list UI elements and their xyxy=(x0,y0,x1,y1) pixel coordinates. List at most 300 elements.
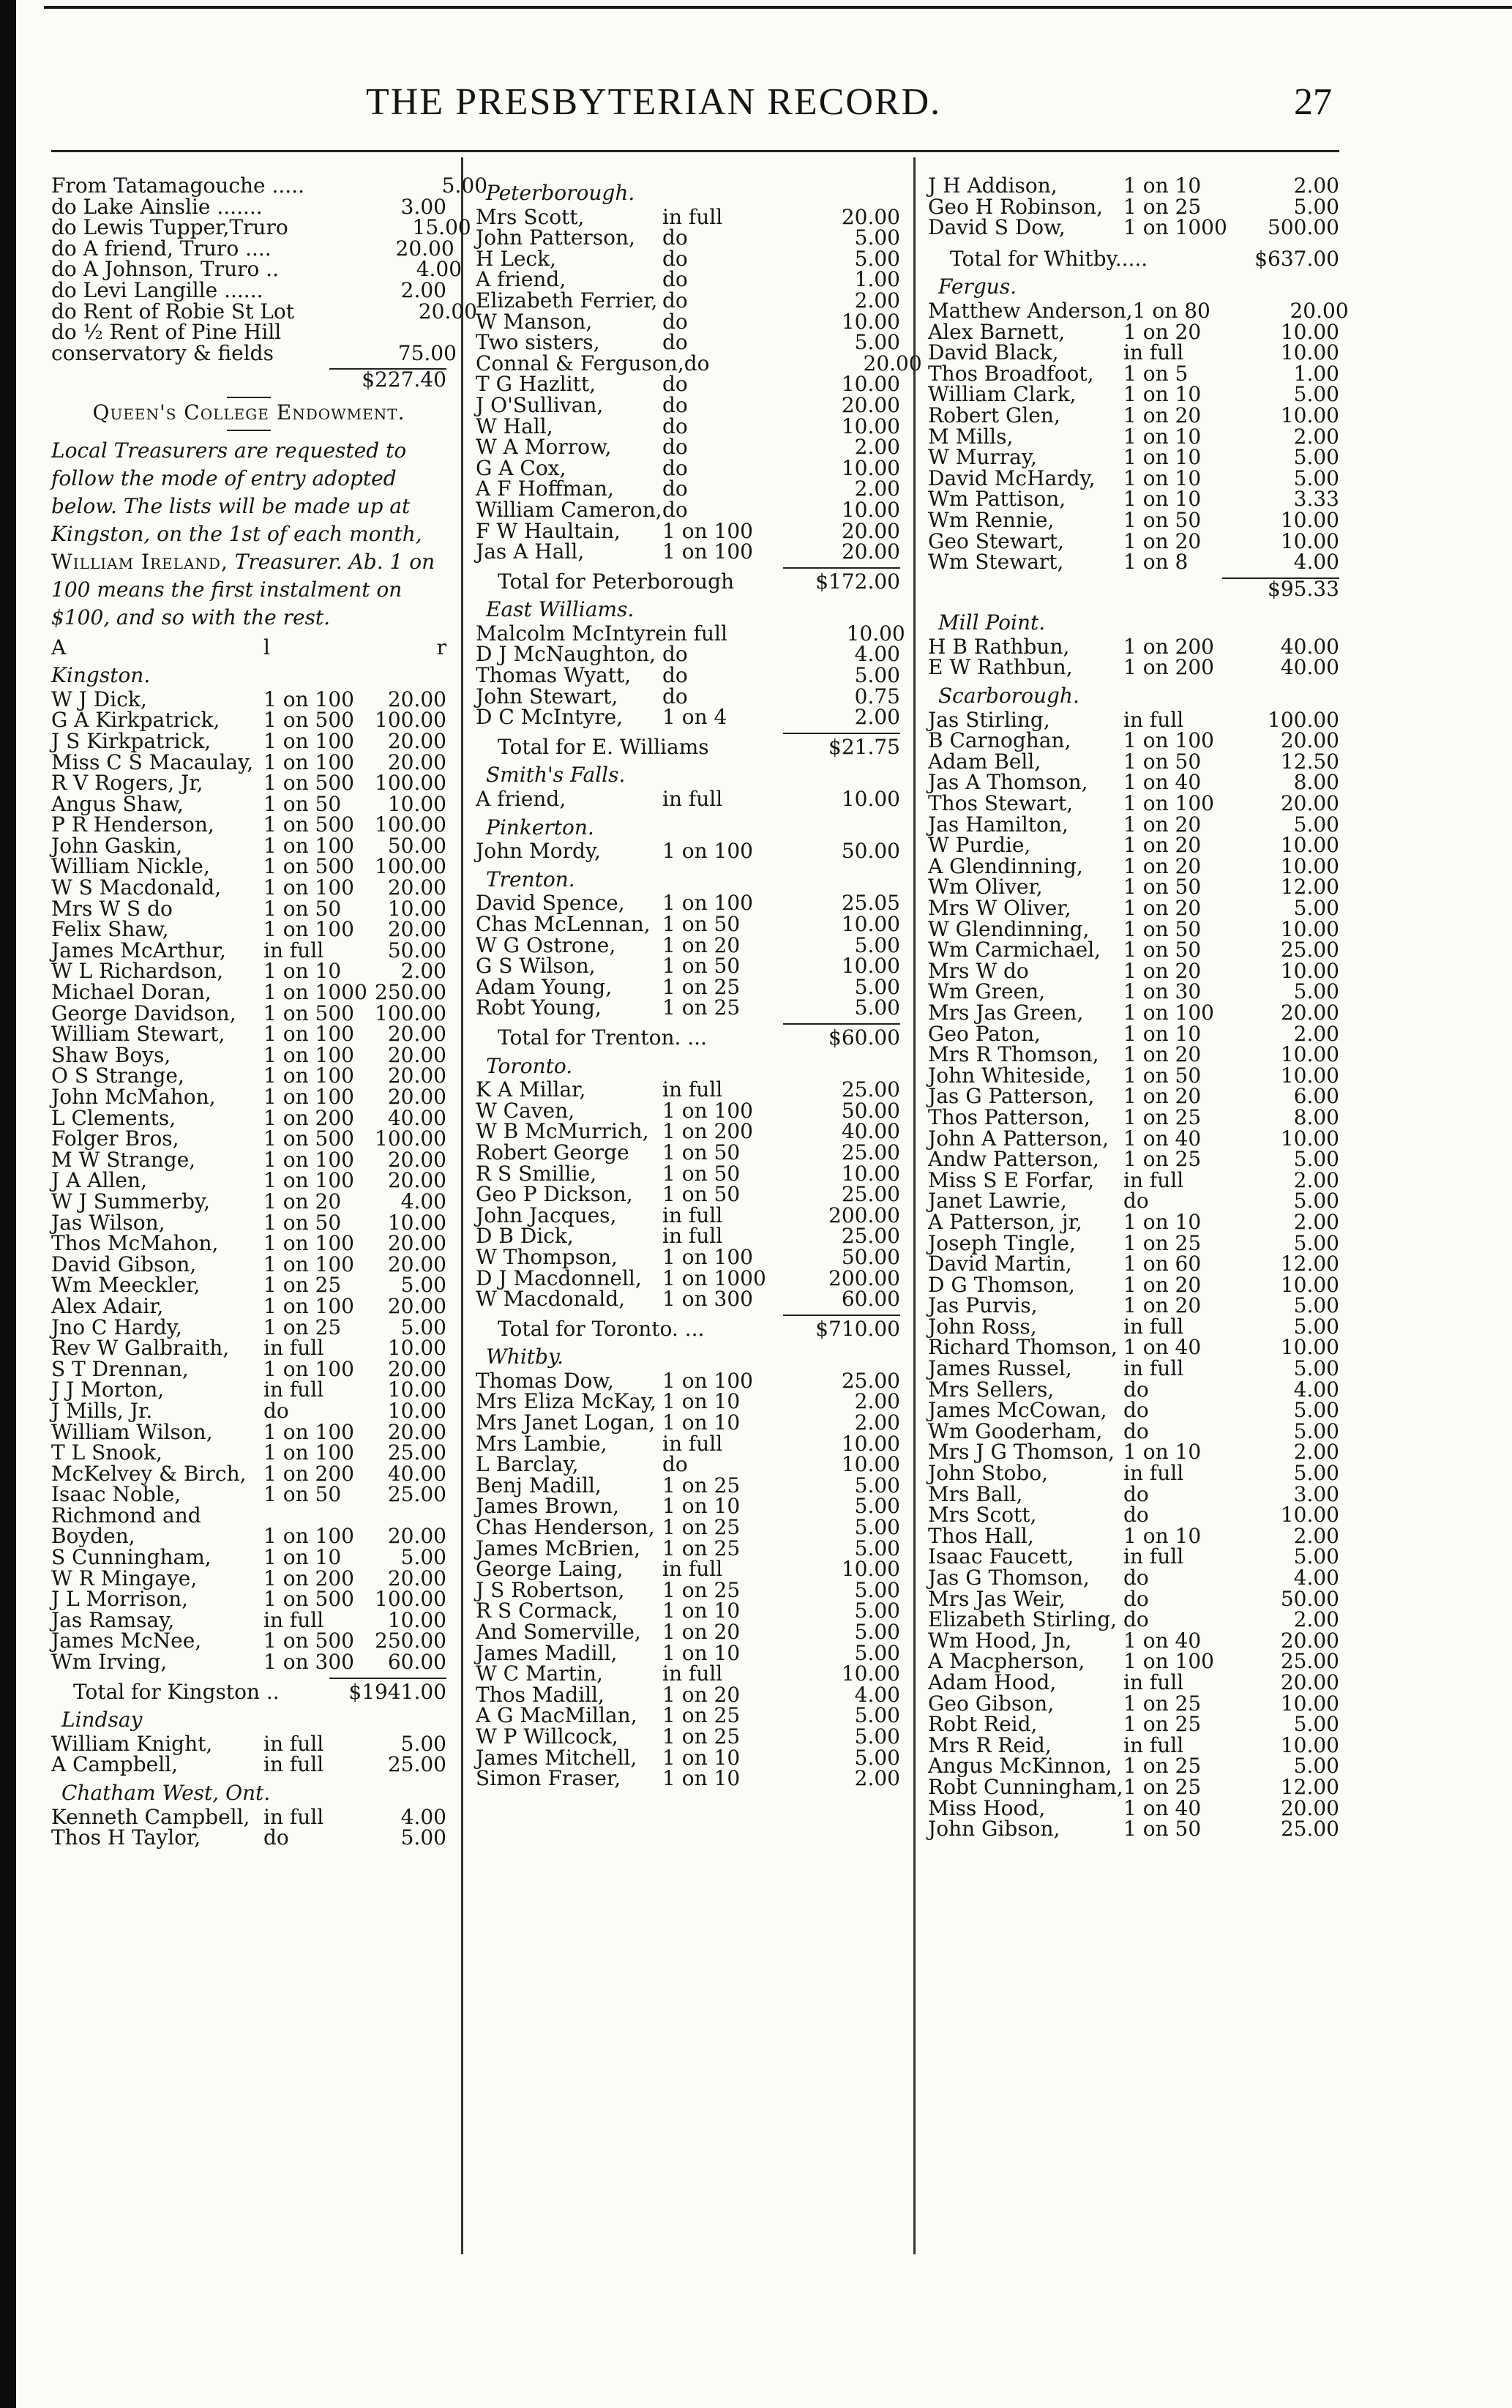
list-item xyxy=(928,1756,1339,1777)
list-item xyxy=(928,1442,1339,1463)
donor-name: Mrs J G Thomson, xyxy=(928,1440,1115,1465)
section-dash xyxy=(227,397,271,398)
peterborough-total: $172.00 xyxy=(815,569,900,594)
list-item xyxy=(928,1191,1339,1212)
list-item xyxy=(928,1691,1339,1716)
column-rule-2 xyxy=(913,157,916,2254)
instalment-terms: 1 on 100 xyxy=(263,1042,354,1067)
instalment-terms xyxy=(288,217,383,239)
donor-name: Mrs Sellers, xyxy=(928,1377,1055,1402)
donor-name: William Knight, xyxy=(51,1731,213,1756)
donor-name: W Purdie, xyxy=(928,833,1031,858)
amount: 5.00 xyxy=(854,1515,900,1540)
donor-name: W J Dick, xyxy=(51,687,147,711)
amount: 20.00 xyxy=(841,539,900,564)
instalment-terms xyxy=(274,343,369,364)
east-williams-total-label: Total for E. Williams xyxy=(498,734,709,759)
list-item xyxy=(476,392,900,417)
instalment-terms: 1 on 100 xyxy=(1123,1649,1214,1674)
amount: 5.00 xyxy=(854,1599,900,1623)
list-item xyxy=(51,1731,446,1756)
amount: 10.00 xyxy=(841,1161,900,1186)
list-item xyxy=(928,1314,1339,1339)
list-item xyxy=(51,1398,446,1423)
amount: 20.00 xyxy=(387,1252,446,1276)
list-item xyxy=(51,340,457,365)
instalment-terms: 1 on 80 xyxy=(1132,298,1210,323)
instalment-terms: 1 on 100 xyxy=(263,1022,354,1047)
list-item xyxy=(928,1104,1339,1129)
donor-name: G A Cox, xyxy=(476,455,566,480)
donor-name: Jas A Thomson, xyxy=(928,770,1088,795)
donor-name: Matthew Anderson, xyxy=(928,298,1133,323)
amount: 20.00 xyxy=(387,1566,446,1590)
east-williams-total: $21.75 xyxy=(828,734,900,759)
amount: 20.00 xyxy=(387,1524,446,1549)
list-item xyxy=(51,299,477,324)
list-item xyxy=(476,518,900,543)
donor-name: Felix Shaw, xyxy=(51,917,169,942)
list-item xyxy=(51,1440,446,1465)
list-item xyxy=(51,833,446,858)
instalment-terms: 1 on 100 xyxy=(263,833,354,858)
list-item xyxy=(51,1024,446,1045)
donor-name: W Manson, xyxy=(476,309,593,334)
list-item xyxy=(928,1358,1339,1380)
list-lindsay xyxy=(51,1731,446,1777)
instalment-terms: 1 on 50 xyxy=(1123,1063,1202,1088)
donor-name: Wm Carmichael, xyxy=(928,938,1101,962)
amount: 10.00 xyxy=(387,1336,446,1361)
instalment-terms: 1 on 20 xyxy=(1123,1084,1202,1109)
instalment-terms xyxy=(263,280,359,302)
instalment-terms: do xyxy=(1123,1586,1149,1611)
list-item xyxy=(476,416,900,438)
instalment-terms: in full xyxy=(1123,1732,1184,1757)
donor-name: A friend, xyxy=(476,267,566,292)
donor-name: Wm Irving, xyxy=(51,1650,168,1675)
donor-name: Adam Hood, xyxy=(928,1669,1057,1694)
instalment-terms: 1 on 25 xyxy=(1123,1147,1202,1172)
amount: 5.00 xyxy=(854,330,900,355)
list-item xyxy=(476,1682,900,1707)
instalment-terms: 1 on 100 xyxy=(263,1063,354,1088)
donor-name: W Caven, xyxy=(476,1098,575,1123)
section-title-fergus: Fergus. xyxy=(938,274,1017,299)
amount: 20.00 xyxy=(387,1356,446,1381)
donor-name: From Tatamagouche ..... xyxy=(51,173,305,198)
section-title-pinkerton: Pinkerton. xyxy=(486,815,594,840)
instalment-terms: 1 on 100 xyxy=(263,1419,354,1444)
amount: 20.00 xyxy=(387,1022,446,1047)
amount: 20.00 xyxy=(387,1147,446,1172)
amount: 4.00 xyxy=(416,257,463,282)
instalment-terms: 1 on 500 xyxy=(263,1126,354,1151)
instalment-terms: 1 on 50 xyxy=(1123,507,1202,532)
instalment-terms: in full xyxy=(662,204,723,229)
list-item xyxy=(928,707,1339,732)
donor-name: P R Henderson, xyxy=(51,812,214,837)
list-item xyxy=(51,1484,446,1506)
amount xyxy=(376,322,464,343)
instalment-terms: do xyxy=(684,351,710,375)
amount: 500.00 xyxy=(1268,215,1339,240)
donor-name: do ½ Rent of Pine Hill xyxy=(51,320,282,345)
instalment-terms: 1 on 30 xyxy=(1123,979,1202,1004)
donor-name: Wm Pattison, xyxy=(928,487,1066,512)
list-item xyxy=(928,1544,1339,1569)
section-title-east-williams: East Williams. xyxy=(486,597,635,622)
instalment-terms: do xyxy=(1123,1377,1149,1402)
donor-name: William Cameron, xyxy=(476,497,662,522)
list-item xyxy=(476,684,900,708)
list-kingston xyxy=(51,689,446,1673)
list-item xyxy=(51,856,446,878)
donor-name: Thos H Taylor, xyxy=(51,1825,201,1850)
donor-name: Benj Madill, xyxy=(476,1473,602,1497)
instalment-terms: 1 on 100 xyxy=(263,1147,354,1172)
donor-name: Joseph Tingle, xyxy=(928,1230,1076,1255)
donor-name: Mrs W S do xyxy=(51,896,173,921)
instalment-terms: 1 on 100 xyxy=(263,875,354,900)
instalment-terms: 1 on 10 xyxy=(1123,424,1202,449)
list-item xyxy=(476,1184,900,1205)
instalment-terms: 1 on 10 xyxy=(662,1494,741,1519)
donor-name: W Thompson, xyxy=(476,1244,618,1269)
amount: 20.00 xyxy=(1280,728,1339,753)
list-item xyxy=(928,1272,1339,1297)
instalment-terms: 1 on 100 xyxy=(662,1098,753,1123)
list-item xyxy=(928,1086,1339,1107)
instalment-terms: 1 on 20 xyxy=(1123,833,1202,858)
column-3 xyxy=(928,173,1349,1841)
amount: 40.00 xyxy=(387,1461,446,1486)
instalment-terms: 1 on 1000 xyxy=(1123,215,1227,240)
amount: 2.00 xyxy=(1293,1209,1339,1234)
list-item xyxy=(928,898,1339,919)
donor-name: Thomas Wyatt, xyxy=(476,663,632,688)
donor-name: Jas Purvis, xyxy=(928,1293,1038,1318)
list-item xyxy=(51,919,446,941)
list-item xyxy=(928,1126,1339,1151)
instalment-terms: in full xyxy=(662,1203,723,1227)
donor-name: Robt Cunningham, xyxy=(928,1774,1123,1799)
instalment-terms: 1 on 100 xyxy=(662,891,753,916)
list-item xyxy=(476,914,900,935)
instalment-terms: 1 on 25 xyxy=(263,1273,342,1298)
amount: 2.00 xyxy=(1293,1523,1339,1548)
instalment-terms xyxy=(263,1506,359,1527)
amount: 5.00 xyxy=(1293,445,1339,470)
instalment-terms: in full xyxy=(263,1731,324,1756)
instalment-terms: 1 on 40 xyxy=(1123,770,1202,795)
list-item xyxy=(476,1098,900,1123)
list-item xyxy=(928,1230,1339,1255)
instalment-terms: 1 on 25 xyxy=(662,974,741,999)
amount: 2.00 xyxy=(1293,1021,1339,1046)
amount: 10.00 xyxy=(841,787,900,812)
instalment-terms: do xyxy=(662,372,688,397)
donor-name: Thos Madill, xyxy=(476,1682,605,1707)
fergus-total: $95.33 xyxy=(1268,576,1339,601)
instalment-terms: 1 on 20 xyxy=(263,1189,342,1214)
donor-name: S T Drennan, xyxy=(51,1356,189,1381)
list-item xyxy=(51,1631,446,1652)
amount: 25.05 xyxy=(841,891,900,916)
instalment-terms: 1 on 25 xyxy=(1123,1712,1202,1737)
amount: 5.00 xyxy=(400,1545,446,1570)
donor-name: Geo Gibson, xyxy=(928,1691,1055,1716)
list-item xyxy=(928,1063,1339,1088)
instalment-terms xyxy=(281,322,376,343)
list-item xyxy=(928,958,1339,983)
donor-name: do A friend, Truro .... xyxy=(51,236,272,261)
amount: 5.00 xyxy=(1293,1461,1339,1486)
donor-name: John Stewart, xyxy=(476,684,618,708)
amount: 100.00 xyxy=(375,1001,446,1025)
list-item xyxy=(51,728,446,753)
amount: 8.00 xyxy=(1293,770,1339,795)
list-item xyxy=(928,340,1339,365)
amount: 10.00 xyxy=(1280,1335,1339,1360)
instalment-terms: 1 on 100 xyxy=(263,1356,354,1381)
donor-name: J S Kirkpatrick, xyxy=(51,728,212,753)
donor-name: Thos McMahon, xyxy=(51,1231,219,1256)
instalment-terms: 1 on 100 xyxy=(1123,728,1214,753)
amount: 12.00 xyxy=(1280,1252,1339,1276)
list-item xyxy=(928,853,1339,878)
donor-name: Robt Young, xyxy=(476,995,602,1020)
list-item xyxy=(928,1377,1339,1402)
list-item xyxy=(476,1244,900,1269)
donor-name: Chas Henderson, xyxy=(476,1515,655,1540)
donor-name: A Campbell, xyxy=(51,1752,179,1777)
donor-name: John Stobo, xyxy=(928,1461,1049,1486)
donor-name: W A Morrow, xyxy=(476,435,612,460)
amount: 5.00 xyxy=(854,995,900,1020)
amount: 10.00 xyxy=(841,414,900,438)
list-item xyxy=(476,1368,900,1393)
instalment-terms: 1 on 20 xyxy=(1123,1293,1202,1318)
list-item xyxy=(476,956,900,977)
instalment-terms: 1 on 100 xyxy=(662,1368,753,1393)
list-item xyxy=(928,916,1339,941)
instalment-terms: 1 on 20 xyxy=(1123,853,1202,878)
donor-name: John Gibson, xyxy=(928,1817,1060,1841)
amount: 2.00 xyxy=(400,277,446,302)
donor-name: A G MacMillan, xyxy=(476,1703,637,1728)
instalment-terms: 1 on 50 xyxy=(662,1140,741,1164)
amount: 12.00 xyxy=(1280,875,1339,900)
amount: 25.00 xyxy=(1280,1817,1339,1841)
whitby-total: $637.00 xyxy=(1254,246,1339,271)
donor-name: James McCowan, xyxy=(928,1398,1107,1423)
amount: 5.00 xyxy=(854,246,900,271)
list-item xyxy=(928,173,1339,198)
list-item xyxy=(928,1732,1339,1757)
instalment-terms: 1 on 10 xyxy=(1123,445,1202,470)
fergus-total-row xyxy=(928,576,1339,601)
donor-name: John Mordy, xyxy=(476,839,601,864)
donor-name: D J McNaughton, xyxy=(476,642,656,667)
donor-name: Isaac Noble, xyxy=(51,1482,181,1507)
amount: 2.00 xyxy=(854,1766,900,1791)
amount: 10.00 xyxy=(841,455,900,480)
instalment-terms: 1 on 20 xyxy=(1123,1272,1202,1297)
kingston-total-row xyxy=(51,1679,446,1704)
list-item xyxy=(928,384,1339,405)
amount: 10.00 xyxy=(1280,958,1339,983)
amount: 5.00 xyxy=(1293,1293,1339,1318)
list-item xyxy=(51,1042,446,1067)
donor-name: Mrs Jas Green, xyxy=(928,1000,1084,1025)
section-title-scarborough: Scarborough. xyxy=(938,684,1079,708)
instalment-terms: in full xyxy=(662,1557,723,1582)
list-item xyxy=(928,1000,1339,1025)
instalment-terms: do xyxy=(263,1825,289,1850)
amount: 25.00 xyxy=(387,1752,446,1777)
top-edge-rule xyxy=(44,6,1512,9)
donor-name: Janet Lawrie, xyxy=(928,1189,1067,1214)
instalment-terms: 1 on 10 xyxy=(263,959,342,984)
donor-name: Kenneth Campbell, xyxy=(51,1804,250,1829)
list-item xyxy=(51,791,446,816)
donor-name: J Mills, Jr. xyxy=(51,1398,153,1423)
amount: 5.00 xyxy=(1293,1754,1339,1779)
list-item xyxy=(51,1547,446,1568)
list-item xyxy=(476,497,900,522)
sum-rule xyxy=(783,1315,900,1316)
instalment-terms: 1 on 20 xyxy=(662,1682,741,1707)
amount: 10.00 xyxy=(387,1607,446,1632)
donor-name: William Clark, xyxy=(928,382,1077,407)
donor-name: W Glendinning, xyxy=(928,916,1090,941)
instalment-terms: 1 on 5 xyxy=(1123,361,1189,386)
list-item xyxy=(928,319,1339,344)
instalment-terms: 1 on 50 xyxy=(662,912,741,936)
list-item xyxy=(928,1481,1339,1506)
list-item xyxy=(928,793,1339,815)
list-item xyxy=(928,835,1339,856)
donor-name: Wm Green, xyxy=(928,979,1046,1004)
list-item xyxy=(928,217,1339,239)
donor-name: K A Millar, xyxy=(476,1077,586,1102)
donor-name: J L Morrison, xyxy=(51,1587,189,1612)
list-item xyxy=(476,1517,900,1538)
instalment-terms: 1 on 50 xyxy=(263,791,342,816)
instalment-terms: in full xyxy=(1123,1461,1184,1486)
donor-name: D B Dick, xyxy=(476,1224,574,1249)
amount: 6.00 xyxy=(1293,1084,1339,1109)
list-item xyxy=(476,539,900,564)
donor-name: W L Richardson, xyxy=(51,959,224,984)
amount: 20.00 xyxy=(1280,1628,1339,1653)
instalment-terms: in full xyxy=(263,938,324,962)
donor-name: And Somerville, xyxy=(476,1620,641,1644)
donor-name: Elizabeth Ferrier, xyxy=(476,288,658,313)
list-item xyxy=(476,1661,900,1686)
donor-name: McKelvey & Birch, xyxy=(51,1461,247,1486)
donor-name: Mrs R Reid, xyxy=(928,1732,1052,1757)
amount: 1.00 xyxy=(1293,361,1339,386)
instalment-terms: 1 on 25 xyxy=(263,1315,342,1339)
instalment-terms: do xyxy=(662,414,688,438)
amount: 20.00 xyxy=(841,392,900,417)
donor-name: do Rent of Robie St Lot xyxy=(51,299,294,324)
amount: 20.00 xyxy=(387,1168,446,1193)
amount: 5.00 xyxy=(854,1536,900,1560)
amount: 50.00 xyxy=(387,938,446,962)
instalment-terms: 1 on 10 xyxy=(1123,1021,1202,1046)
amount: 100.00 xyxy=(1268,707,1339,732)
list-item xyxy=(928,1295,1339,1317)
instalment-terms: do xyxy=(662,663,688,688)
donor-name: Thos Patterson, xyxy=(928,1104,1090,1129)
list-item xyxy=(51,1825,446,1850)
list-item xyxy=(928,1021,1339,1046)
instalment-terms: 1 on 40 xyxy=(1123,1795,1202,1820)
donor-name: T G Hazlitt, xyxy=(476,372,596,397)
instalment-terms: 1 on 100 xyxy=(263,1524,354,1549)
list-item xyxy=(476,893,900,914)
donor-name: Jas Wilson, xyxy=(51,1210,165,1235)
amount: 100.00 xyxy=(375,1587,446,1612)
amount: 5.00 xyxy=(1293,1418,1339,1443)
donor-name: A Patterson, jr, xyxy=(928,1209,1082,1234)
list-item xyxy=(476,1601,900,1622)
donor-name: W J Summerby, xyxy=(51,1189,210,1214)
donor-name: John A Patterson, xyxy=(928,1126,1109,1151)
instalment-terms: 1 on 25 xyxy=(662,1724,741,1749)
amount: 20.00 xyxy=(1280,791,1339,816)
donor-name: Alex Adair, xyxy=(51,1293,164,1318)
list-item xyxy=(476,374,900,395)
donor-name: H Leck, xyxy=(476,246,557,271)
amount: 100.00 xyxy=(375,812,446,837)
list-item xyxy=(928,981,1339,1003)
instalment-terms: do xyxy=(1123,1398,1149,1423)
sum-rule xyxy=(783,1023,900,1025)
sum-rule xyxy=(329,1678,446,1679)
amount: 40.00 xyxy=(841,1119,900,1144)
amount: 2.00 xyxy=(854,1410,900,1435)
amount: 200.00 xyxy=(828,1203,900,1227)
amount: 5.00 xyxy=(1293,1398,1339,1423)
donor-name: Simon Fraser, xyxy=(476,1766,621,1791)
amount: 5.00 xyxy=(854,1577,900,1602)
donor-name: A F Hoffman, xyxy=(476,476,614,501)
treasurer-notice xyxy=(51,437,446,632)
list-item xyxy=(928,528,1339,553)
instalment-terms: in full xyxy=(1123,1356,1184,1381)
donor-name: Thos Broadfoot, xyxy=(928,361,1094,386)
list-whitby-continued xyxy=(928,173,1339,240)
list-mill-point xyxy=(928,634,1339,680)
amount: 10.00 xyxy=(841,1661,900,1686)
instalment-terms: in full xyxy=(662,1661,723,1686)
peterborough-total-label: Total for Peterborough xyxy=(498,569,735,594)
amount: 4.00 xyxy=(854,642,900,667)
list-item xyxy=(476,351,922,375)
instalment-terms: in full xyxy=(263,1377,324,1402)
instalment-terms xyxy=(304,176,400,197)
donor-name: H B Rathbun, xyxy=(928,634,1070,659)
amount: 10.00 xyxy=(387,1377,446,1402)
amount: 20.00 xyxy=(395,236,454,261)
list-item xyxy=(51,1461,446,1486)
amount: 10.00 xyxy=(1280,403,1339,427)
amount: 20.00 xyxy=(863,351,922,375)
